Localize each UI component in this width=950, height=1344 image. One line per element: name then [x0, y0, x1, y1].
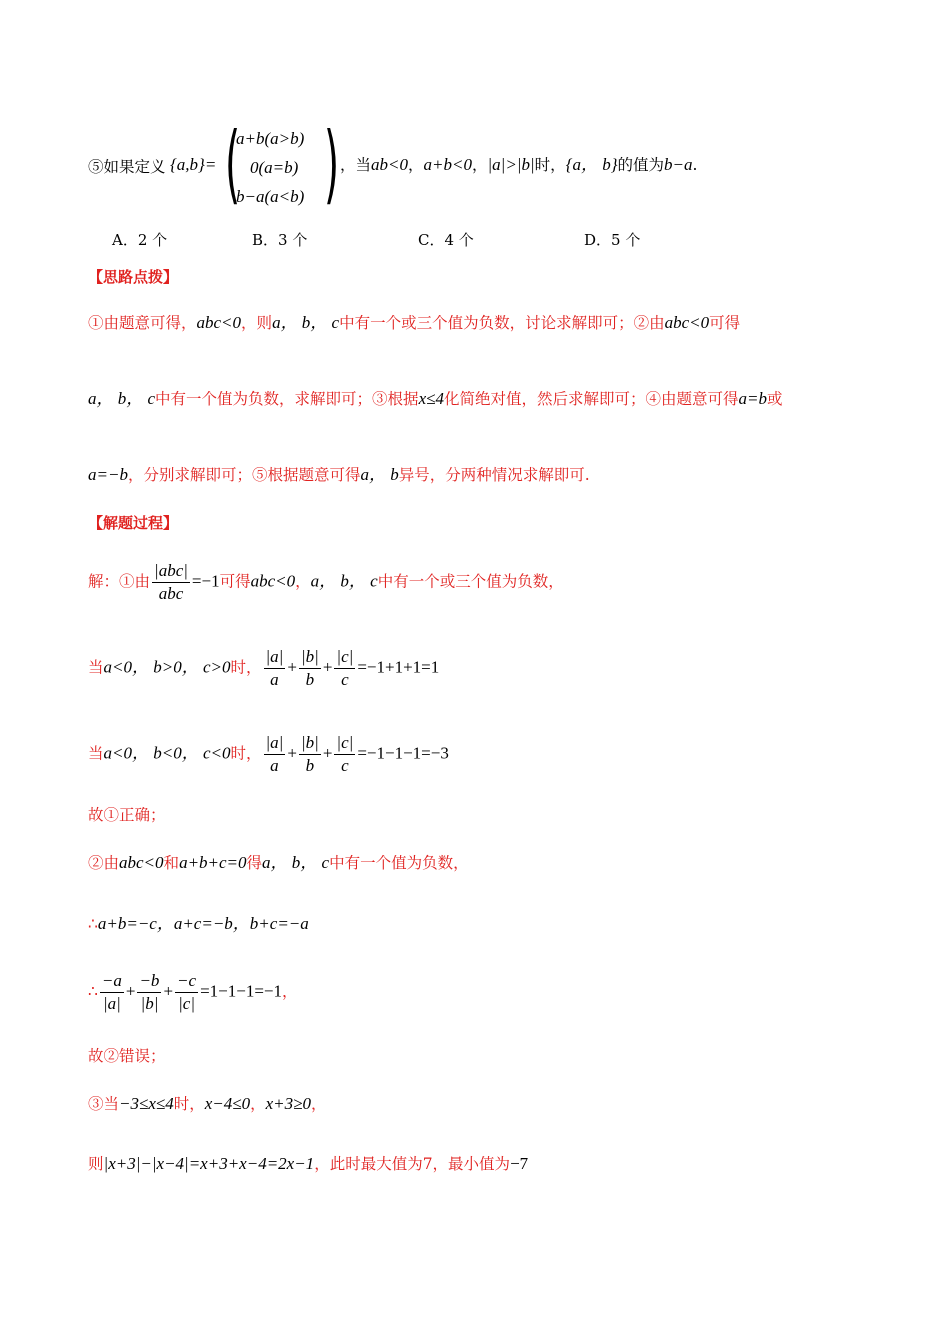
- fraction-denominator: b: [305, 756, 315, 775]
- step-text: ，: [282, 982, 298, 1001]
- fraction: [264, 732, 286, 777]
- hint-text: 中有一个或三个值为负数，讨论求解即可；②由: [339, 314, 665, 332]
- step-math: a+b=−c，a+c=−b，b+c=−a: [97, 914, 309, 933]
- option-c: C．4 个: [418, 231, 474, 249]
- hint-text: ，分别求解即可；⑤根据题意可得: [127, 466, 361, 484]
- q5-middle-a: ，当: [340, 156, 372, 174]
- hint-math: abc<0: [664, 313, 710, 332]
- q5-lhs: {a,b}=: [170, 155, 217, 174]
- step-math: a<0， b>0， c>0: [103, 657, 231, 677]
- step-text: 则: [88, 1155, 104, 1173]
- q5-middle-b: 时，: [534, 156, 566, 174]
- fraction: [334, 646, 355, 691]
- fraction-numerator: |c|: [334, 646, 355, 669]
- q5-sep-1: ，: [408, 156, 424, 174]
- step-text: 中有一个值为负数，: [329, 854, 469, 872]
- fraction-denominator: |b|: [140, 994, 159, 1013]
- step-math: =−1: [191, 571, 220, 591]
- step-math: =−1−1−1=−3: [357, 743, 449, 763]
- hint-text: ，则: [241, 314, 273, 332]
- step-text: ③当: [88, 1095, 120, 1113]
- step-text: 和: [163, 854, 180, 872]
- fraction-numerator: −a: [100, 970, 124, 993]
- step-math: abc<0: [119, 853, 164, 872]
- step-math: −3≤x≤4: [119, 1094, 174, 1113]
- solution-step-4: 故①正确；: [88, 806, 166, 824]
- hint-text: 化简绝对值，然后求解即可；④由题意可得: [443, 390, 739, 408]
- solution-step-10: [88, 1153, 528, 1175]
- step-math: x+3≥0: [265, 1094, 311, 1113]
- fraction-numerator: |abc|: [152, 560, 190, 583]
- hint-line-3: [88, 464, 590, 486]
- fraction-denominator: b: [305, 670, 315, 689]
- hint-math: a， b， c: [88, 389, 156, 408]
- fraction-denominator: a: [270, 756, 279, 775]
- q5-end: .: [692, 156, 698, 174]
- step-text: 得: [246, 854, 263, 872]
- solution-step-6: [88, 913, 309, 935]
- solution-heading: 【解题过程】: [88, 514, 179, 532]
- option-a: A．2 个: [112, 231, 168, 249]
- q5-cases: [236, 124, 304, 211]
- hint-math: a=−b: [88, 465, 128, 484]
- step-text: 中有一个或三个值为负数，: [377, 572, 564, 591]
- hint-math: abc<0: [196, 313, 242, 332]
- fraction-denominator: a: [270, 670, 279, 689]
- q5-cond-2: a+b<0: [423, 155, 472, 174]
- fraction-denominator: c: [341, 756, 349, 775]
- q5-case-1: a+b(a>b): [236, 129, 305, 148]
- hint-math: x≤4: [418, 389, 444, 408]
- hint-text: 可得: [709, 314, 741, 332]
- hint-heading: 【思路点拨】: [88, 268, 179, 286]
- q5-cond-3: |a|>|b|: [487, 155, 535, 174]
- step-math: =−1+1+1=1: [357, 657, 440, 677]
- step-math: |x+3|−|x−4|=x+3+x−4=2x−1: [103, 1154, 315, 1173]
- hint-line-1: [88, 312, 740, 334]
- q5-prefix: ⑤如果定义: [88, 158, 166, 176]
- fraction-numerator: |a|: [264, 732, 286, 755]
- step-text: 时，: [173, 1095, 205, 1113]
- fraction: [299, 646, 321, 691]
- fraction-numerator: |c|: [334, 732, 355, 755]
- hint-text: 异号，分两种情况求解即可.: [398, 466, 590, 484]
- fraction: [137, 970, 161, 1015]
- step-text: 解：①由: [88, 572, 151, 591]
- fraction-denominator: |a|: [102, 994, 121, 1013]
- step-math: a， b， c: [310, 571, 378, 591]
- q5-suffix: 的值为: [617, 156, 665, 174]
- solution-step-1: [88, 560, 564, 605]
- step-math: a， b， c: [262, 853, 330, 872]
- fraction: [334, 732, 355, 777]
- step-text: ，: [295, 572, 311, 591]
- solution-step-3: 当a<0， b<0， c<0时， $\frac{|a|}{a}$ + $\frac{|b|}{b}$ + $\frac{|c|}{c}$ =−1−1−1=−3: [88, 733, 449, 775]
- q5-tail: [340, 154, 697, 176]
- step-math: =1−1−1=−1: [200, 981, 282, 1001]
- hint-math: a， b: [360, 465, 399, 484]
- fraction: [175, 970, 198, 1015]
- step-text: 当: [88, 658, 104, 677]
- step-text: ，: [250, 1095, 266, 1113]
- step-math: −7: [510, 1154, 529, 1173]
- q5-cond-1: ab<0: [371, 155, 408, 174]
- hint-math: a， b， c: [272, 313, 340, 332]
- fraction-numerator: −c: [175, 970, 198, 993]
- step-text: 当: [88, 744, 104, 763]
- fraction-denominator: abc: [158, 584, 184, 603]
- step-math: abc<0: [250, 571, 296, 591]
- step-text: 时，: [230, 658, 262, 677]
- fraction: [264, 646, 286, 691]
- therefore-symbol: ∴: [88, 982, 98, 1001]
- fraction-denominator: |c|: [178, 994, 195, 1013]
- q5-sep-2: ，: [471, 156, 488, 174]
- step-math: x−4≤0: [204, 1094, 251, 1113]
- hint-text: 中有一个值为负数，求解即可；③根据: [155, 390, 419, 408]
- fraction: [152, 560, 190, 605]
- step-math: a<0， b<0， c<0: [103, 743, 231, 763]
- step-math: a+b+c=0: [179, 853, 247, 872]
- fraction-numerator: |b|: [299, 646, 321, 669]
- hint-math: a=b: [738, 389, 767, 408]
- fraction-numerator: −b: [137, 970, 161, 993]
- option-b: B．3 个: [252, 231, 308, 249]
- solution-step-2: 当a<0， b>0， c>0时， $\frac{|a|}{a}$ + $\frac{|b|}{b}$ + $\frac{|c|}{c}$ =−1+1+1=1: [88, 647, 440, 689]
- step-text: 时，: [230, 744, 262, 763]
- solution-step-8: 故②错误；: [88, 1047, 166, 1065]
- fraction-denominator: c: [341, 670, 349, 689]
- q5-set: {a， b}: [565, 155, 618, 174]
- fraction: [100, 970, 124, 1015]
- hint-text: 或: [766, 390, 783, 408]
- q5-value: b−a: [664, 155, 693, 174]
- q5-left-brace: (: [225, 114, 241, 214]
- fraction-numerator: |a|: [264, 646, 286, 669]
- fraction-numerator: |b|: [299, 732, 321, 755]
- option-d: D．5 个: [584, 231, 641, 249]
- step-text: ，此时最大值为7，最小值为: [314, 1155, 511, 1173]
- fraction: [299, 732, 321, 777]
- therefore-symbol: ∴: [88, 915, 98, 933]
- q5-case-2: 0(a=b): [250, 158, 299, 177]
- hint-line-2: [88, 388, 782, 410]
- step-text: ②由: [88, 854, 120, 872]
- q5-case-3: b−a(a<b): [236, 187, 305, 206]
- step-text: 可得: [219, 572, 251, 591]
- q5-right-brace: ): [324, 114, 340, 214]
- solution-step-9: [88, 1093, 326, 1115]
- solution-step-7: ∴ $\frac{-a}{|a|}$ + $\frac{-b}{|b|}$ + $\frac{-c}{|c|}$ =1−1−1=−1，: [88, 971, 298, 1013]
- hint-text: ①由题意可得，: [88, 314, 197, 332]
- solution-step-5: [88, 852, 469, 874]
- step-text: ，: [310, 1095, 327, 1113]
